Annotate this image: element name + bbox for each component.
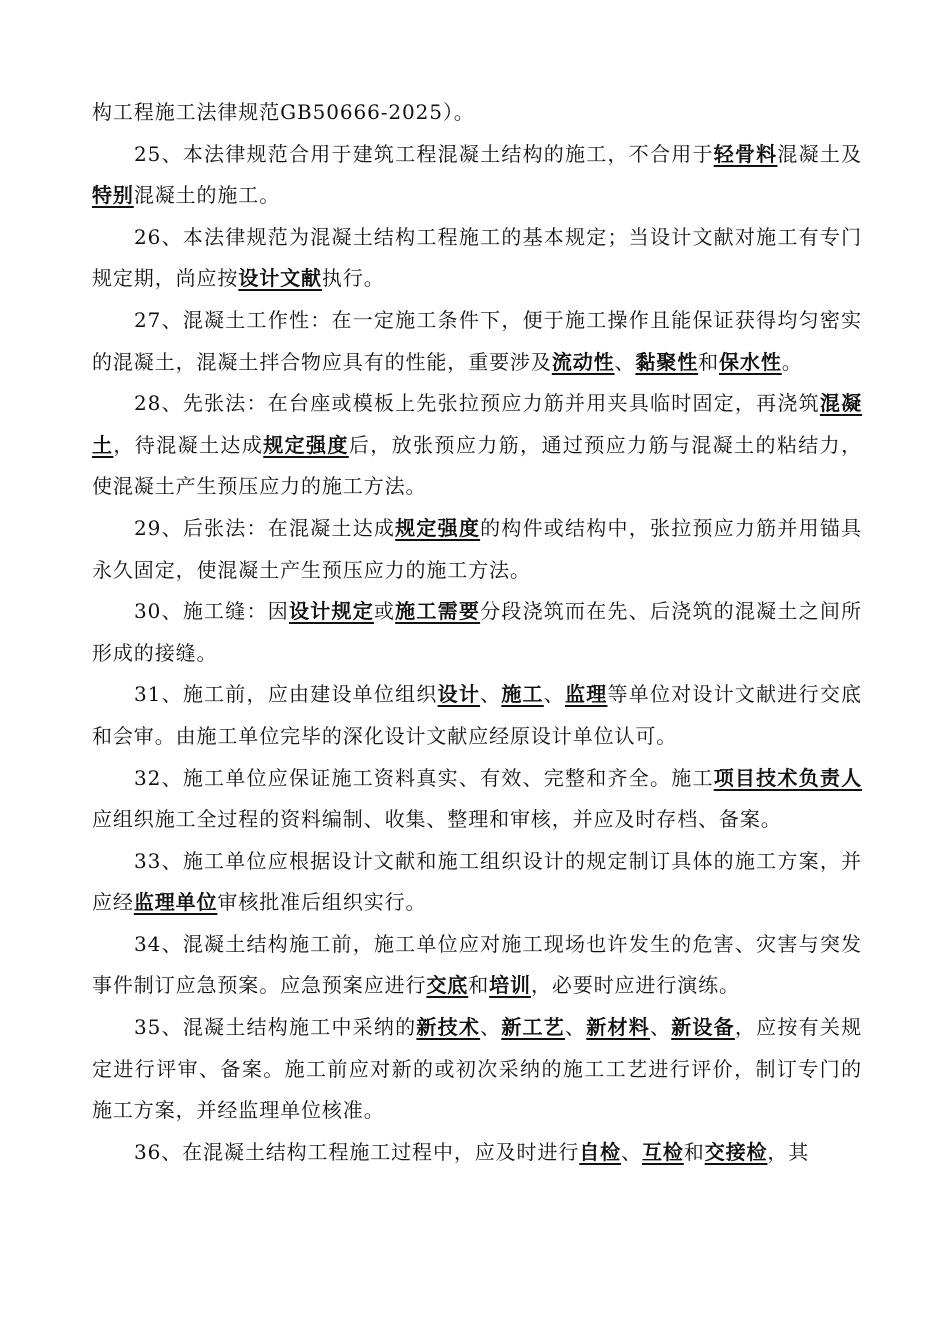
- text-run: 、: [543, 682, 566, 707]
- text-run: 、: [614, 349, 636, 374]
- text-run: 、: [480, 1015, 502, 1040]
- underlined-term: 规定强度: [395, 515, 481, 540]
- text-run: 应组织施工全过程的资料编制、收集、整理和审核，并应及时存档、备案。: [92, 807, 782, 832]
- paragraph: [92, 217, 862, 300]
- paragraph: [92, 300, 862, 383]
- text-run: 或: [373, 599, 396, 624]
- text-run: 和: [468, 973, 490, 998]
- paragraph: [92, 591, 862, 674]
- text-run: 、: [649, 1015, 672, 1040]
- text-run: 29、后张法：在混凝土达成: [134, 515, 396, 540]
- paragraph: [92, 841, 862, 924]
- text-run: 分段浇筑而在先、后浇筑的混凝土之间所形成的接缝。: [92, 599, 862, 665]
- underlined-term: 新材料: [586, 1015, 650, 1040]
- underlined-term: 监理: [565, 682, 608, 707]
- text-run: 、: [621, 1139, 642, 1164]
- text-run: 混凝土及: [777, 141, 862, 166]
- underlined-term: 设计: [437, 682, 481, 707]
- underlined-term: 新技术: [416, 1015, 481, 1040]
- underlined-term: 自检: [579, 1139, 622, 1164]
- paragraph: [92, 508, 862, 591]
- text-run: 和: [683, 1139, 705, 1164]
- paragraph: [92, 924, 862, 1007]
- paragraph: [92, 1132, 862, 1174]
- text-run: 28、先张法：在台座或模板上先张拉预应力筋并用夹具临时固定，再浇筑: [134, 391, 820, 416]
- text-run: 等单位对设计文献进行交底和会审。由施工单位完毕的深化设计文献应经原设计单位认可。: [92, 682, 862, 748]
- underlined-term: 培训: [489, 973, 531, 998]
- text-run: ，必要时应进行演练。: [530, 973, 740, 998]
- underlined-term: 施工: [501, 682, 544, 707]
- text-run: 构工程施工法律规范GB50666-2025）。: [92, 100, 475, 124]
- text-run: 33、施工单位应根据设计文献和施工组织设计的规定制订具体的施工方案，并应经: [92, 848, 862, 915]
- text-run: 后，放张预应力筋，通过预应力筋与混凝土的粘结力，使混凝土产生预压应力的施工方法。: [92, 432, 862, 499]
- text-run: 和: [698, 349, 720, 374]
- text-run: 执行。: [321, 266, 385, 291]
- text-run: 35、混凝土结构施工中采纳的: [134, 1015, 417, 1040]
- underlined-term: 互检: [641, 1139, 684, 1164]
- text-run: 31、施工前，应由建设单位组织: [134, 682, 438, 707]
- text-run: 、: [565, 1015, 587, 1040]
- text-run: 34、混凝土结构施工前，施工单位应对施工现场也许发生的危害、灾害与突发事件制订应急预案。应急预案应进行: [92, 931, 862, 998]
- underlined-term: 交底: [426, 973, 469, 998]
- underlined-term: 新工艺: [501, 1015, 566, 1040]
- text-run: 25、本法律规范合用于建筑工程混凝土结构的施工，不合用于: [134, 141, 714, 166]
- text-run: 27、混凝土工作性：在一定施工条件下，便于施工操作且能保证获得均匀密实的混凝土，混凝土拌合物应具有的性能，重要涉及: [92, 307, 862, 374]
- paragraph: [92, 674, 862, 757]
- paragraph: [92, 1007, 862, 1132]
- text-run: ，应按有关规定进行评审、备案。施工前应对新的或初次采纳的施工工艺进行评价，制订专门的施工方案，并经监理单位核准。: [92, 1015, 862, 1123]
- underlined-term: 轻骨料: [713, 141, 778, 166]
- underlined-term: 流动性: [551, 349, 615, 374]
- underlined-term: 混凝土: [92, 391, 862, 457]
- text-run: 32、施工单位应保证施工资料真实、有效、完整和齐全。施工: [134, 765, 714, 790]
- text-run: 36、在混凝土结构工程施工过程中，应及时进行: [134, 1139, 580, 1164]
- underlined-term: 监理单位: [133, 890, 218, 915]
- text-run: ，待混凝土达成: [113, 432, 264, 457]
- text-run: 。: [781, 349, 803, 374]
- document-body: [92, 92, 862, 1173]
- text-run: 30、施工缝：因: [134, 599, 289, 624]
- text-run: 的构件或结构中，张拉预应力筋并用锚具永久固定，使混凝土产生预压应力的施工方法。: [92, 515, 862, 582]
- underlined-term: 黏聚性: [635, 349, 699, 374]
- underlined-term: 规定强度: [263, 432, 349, 457]
- underlined-term: 交接检: [704, 1139, 768, 1164]
- paragraph: [92, 383, 862, 508]
- underlined-term: 保水性: [719, 349, 782, 374]
- underlined-term: 项目技术负责人: [713, 765, 862, 790]
- text-run: 26、本法律规范为混凝土结构工程施工的基本规定；当设计文献对施工有专门规定期，尚应按: [92, 224, 862, 291]
- underlined-term: 设计规定: [289, 599, 374, 624]
- underlined-term: 设计文献: [238, 266, 322, 291]
- text-run: 审核批准后组织实行。: [217, 890, 427, 915]
- underlined-term: 特别: [92, 183, 134, 208]
- text-run: 、: [480, 682, 502, 707]
- text-run: ，其: [767, 1139, 810, 1164]
- paragraph: [92, 758, 862, 841]
- paragraph: [92, 134, 862, 217]
- underlined-term: 施工需要: [395, 599, 481, 624]
- text-run: 混凝土的施工。: [133, 183, 281, 208]
- underlined-term: 新设备: [671, 1015, 735, 1040]
- paragraph: [92, 92, 862, 134]
